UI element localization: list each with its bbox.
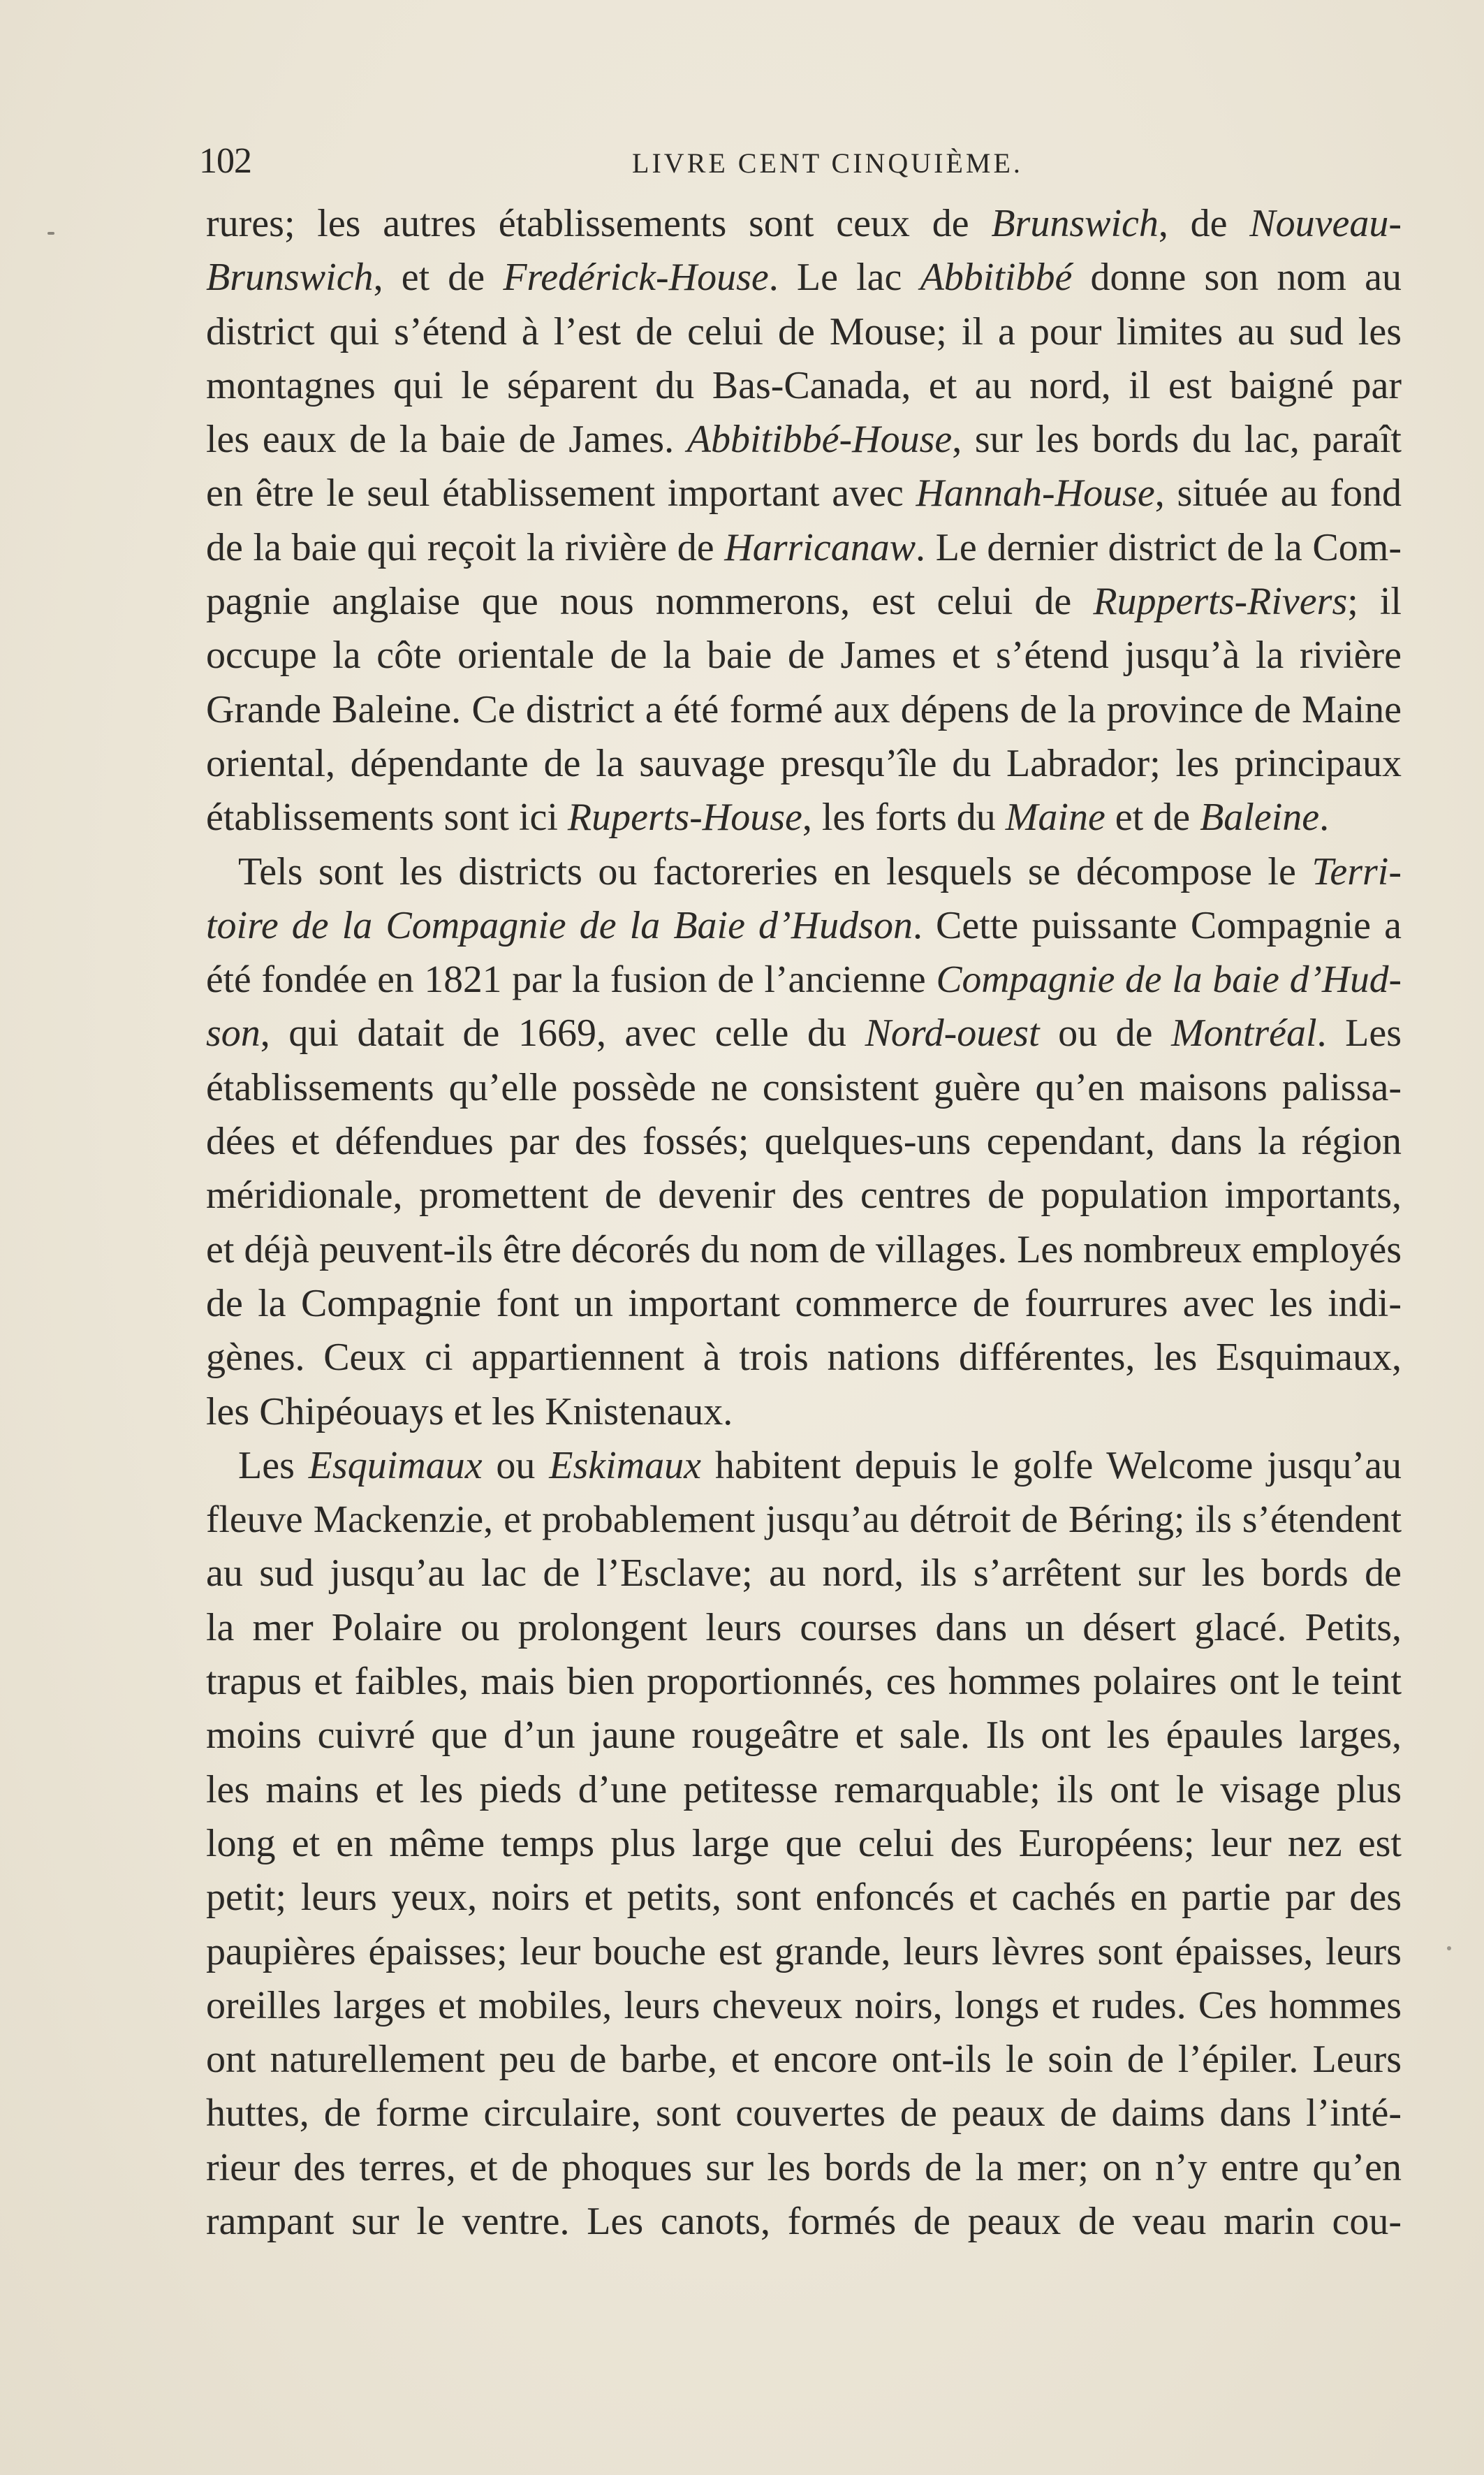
- text-line: [206, 1979, 1402, 2033]
- text-run: été fondée en 1821 par la fusion de l’ancienne: [206, 958, 936, 1002]
- text-line: [206, 305, 1402, 359]
- text-run: paupières épaisses; leur bouche est grande, leurs lèvres sont épaisses, leurs: [206, 1929, 1402, 1973]
- italic-text: Nord-ouest: [865, 1012, 1040, 1056]
- text-run: . Le dernier district de la Com-: [916, 525, 1402, 569]
- italic-text: Hannah-House: [916, 472, 1155, 516]
- text-run: occupe la côte orientale de la baie de James et s’étend jusqu’à la rivière: [206, 634, 1402, 678]
- text-line: [206, 1763, 1402, 1817]
- text-line: [206, 845, 1402, 899]
- text-run: pagnie anglaise que nous nommerons, est celui de: [206, 580, 1094, 624]
- text-line: [206, 683, 1402, 737]
- italic-text: Eskimaux: [549, 1443, 701, 1487]
- text-run: gènes. Ceux ci appartiennent à trois nations différentes, les Esquimaux,: [206, 1336, 1402, 1380]
- text-run: rures; les autres établissements sont ceux de: [206, 202, 992, 245]
- italic-text: Ruperts-House: [567, 796, 802, 840]
- text-run: donne son nom au: [1072, 256, 1402, 300]
- text-line: [206, 413, 1402, 467]
- text-line: [206, 575, 1402, 629]
- text-run: Grande Baleine. Ce district a été formé aux dépens de la province de Maine: [206, 687, 1402, 731]
- text-line: [206, 1439, 1402, 1493]
- italic-text: Montréal: [1171, 1012, 1317, 1056]
- text-run: . Le lac: [768, 256, 920, 300]
- text-line: [206, 1169, 1402, 1222]
- text-run: et déjà peuvent-ils être décorés du nom de villages. Les nombreux employés: [206, 1227, 1402, 1271]
- italic-text: Abbitibbé-House: [686, 418, 953, 462]
- italic-text: Abbitibbé: [920, 256, 1073, 300]
- text-run: établissements sont ici: [206, 796, 568, 840]
- text-line: [206, 791, 1402, 845]
- italic-text: Rupperts-Rivers: [1093, 580, 1348, 624]
- text-run: , et de: [373, 256, 504, 300]
- text-run: les Chipéouays et les Knistenaux.: [206, 1389, 733, 1433]
- margin-speck: [1447, 1946, 1451, 1950]
- text-run: moins cuivré que d’un jaune rougeâtre et sale. Ils ont les épaules larges,: [206, 1714, 1402, 1758]
- text-run: huttes, de forme circulaire, sont couvertes de peaux de daims dans l’inté-: [206, 2091, 1402, 2135]
- text-line: [206, 1925, 1402, 1979]
- text-line: [206, 1223, 1402, 1277]
- text-line: [206, 1871, 1402, 1925]
- text-run: , située au fond: [1154, 472, 1402, 516]
- text-run: , les forts du: [802, 796, 1006, 840]
- text-run: en être le seul établissement important avec: [206, 472, 916, 516]
- running-head-title: LIVRE CENT CINQUIÈME.: [632, 147, 1023, 179]
- italic-text: Harricanaw: [724, 525, 916, 569]
- text-run: district qui s’étend à l’est de celui de Mouse; il a pour limites au sud les: [206, 309, 1402, 353]
- text-run: les eaux de la baie de James.: [206, 418, 687, 462]
- italic-text: Compagnie de la baie d’Hud-: [936, 958, 1402, 1002]
- italic-text: Nouveau-: [1249, 202, 1402, 245]
- text-line: [206, 1601, 1402, 1655]
- text-line: [206, 1115, 1402, 1169]
- text-run: oriental, dépendante de la sauvage presqu’île du Labrador; les principaux: [206, 741, 1402, 785]
- text-run: , sur les bords du lac, paraît: [952, 418, 1402, 462]
- text-line: [206, 1007, 1402, 1060]
- text-run: les mains et les pieds d’une petitesse remarquable; ils ont le visage plus: [206, 1767, 1402, 1811]
- text-run: ont naturellement peu de barbe, et encore ont-ils le soin de l’épiler. Leurs: [206, 2038, 1402, 2082]
- text-run: méridionale, promettent de devenir des centres de population importants,: [206, 1174, 1402, 1218]
- text-line: [206, 2195, 1402, 2249]
- text-line: [206, 1331, 1402, 1385]
- text-line: [206, 1817, 1402, 1871]
- italic-text: Esquimaux: [308, 1443, 483, 1487]
- text-line: [206, 197, 1402, 251]
- text-run: oreilles larges et mobiles, leurs cheveux noirs, longs et rudes. Ces hommes: [206, 1983, 1402, 2027]
- text-line: [206, 1493, 1402, 1547]
- text-line: [206, 1277, 1402, 1331]
- text-run: la mer Polaire ou prolongent leurs courses dans un désert glacé. Petits,: [206, 1605, 1402, 1649]
- text-run: et de: [1105, 796, 1200, 840]
- page-number: 102: [199, 141, 251, 181]
- italic-text: Brunswich: [991, 202, 1159, 245]
- text-run: établissements qu’elle possède ne consistent guère qu’en maisons palissa-: [206, 1065, 1402, 1109]
- italic-text: Brunswich: [206, 256, 374, 300]
- text-line: [206, 737, 1402, 791]
- text-run: long et en même temps plus large que celui des Européens; leur nez est: [206, 1821, 1402, 1865]
- text-line: [206, 467, 1402, 520]
- text-run: dées et défendues par des fossés; quelques-uns cependant, dans la région: [206, 1120, 1402, 1164]
- text-line: [206, 1547, 1402, 1600]
- italic-text: Fredérick-House: [503, 256, 769, 300]
- text-run: . Cette puissante Compagnie a: [912, 903, 1402, 947]
- italic-text: son: [206, 1012, 260, 1056]
- text-line: [206, 953, 1402, 1007]
- text-run: montagnes qui le séparent du Bas-Canada, et au nord, il est baigné par: [206, 363, 1402, 407]
- text-run: trapus et faibles, mais bien proportionnés, ces hommes polaires ont le teint: [206, 1660, 1402, 1704]
- text-run: Les: [238, 1443, 309, 1487]
- text-line: [206, 1385, 1402, 1439]
- text-line: [206, 1061, 1402, 1115]
- text-run: de la Compagnie font un important commerce de fourrures avec les indi-: [206, 1281, 1402, 1325]
- text-run: au sud jusqu’au lac de l’Esclave; au nord, ils s’arrêtent sur les bords de: [206, 1552, 1402, 1596]
- text-run: , qui datait de 1669, avec celle du: [260, 1012, 865, 1056]
- text-line: [206, 521, 1402, 575]
- italic-text: toire de la Compagnie de la Baie d’Hudson: [206, 903, 913, 947]
- body-text: [206, 197, 1402, 2249]
- text-run: petit; leurs yeux, noirs et petits, sont enfoncés et cachés en partie par des: [206, 1876, 1402, 1920]
- text-run: habitent depuis le golfe Welcome jusqu’au: [700, 1443, 1402, 1487]
- text-run: . Les: [1316, 1012, 1402, 1056]
- text-line: [206, 2087, 1402, 2140]
- text-line: [206, 1709, 1402, 1762]
- text-run: , de: [1158, 202, 1250, 245]
- margin-mark: [47, 232, 54, 235]
- italic-text: Terri-: [1312, 849, 1402, 893]
- italic-text: Maine: [1005, 796, 1105, 840]
- text-run: ; il: [1347, 580, 1402, 624]
- text-line: [206, 251, 1402, 305]
- text-run: Tels sont les districts ou factoreries en lesquels se décompose le: [238, 849, 1312, 893]
- text-line: [206, 359, 1402, 413]
- text-line: [206, 2141, 1402, 2195]
- text-line: [206, 2033, 1402, 2087]
- italic-text: Baleine: [1200, 796, 1320, 840]
- text-run: ou de: [1039, 1012, 1172, 1056]
- text-run: de la baie qui reçoit la rivière de: [206, 525, 725, 569]
- text-run: .: [1319, 796, 1330, 840]
- text-run: ou: [482, 1443, 550, 1487]
- text-run: rampant sur le ventre. Les canots, formés de peaux de veau marin cou-: [206, 2199, 1402, 2243]
- text-line: [206, 629, 1402, 682]
- text-line: [206, 899, 1402, 953]
- text-run: fleuve Mackenzie, et probablement jusqu’au détroit de Béring; ils s’étendent: [206, 1498, 1402, 1542]
- running-head: [199, 137, 1372, 186]
- text-run: rieur des terres, et de phoques sur les bords de la mer; on n’y entre qu’en: [206, 2145, 1402, 2189]
- text-line: [206, 1655, 1402, 1709]
